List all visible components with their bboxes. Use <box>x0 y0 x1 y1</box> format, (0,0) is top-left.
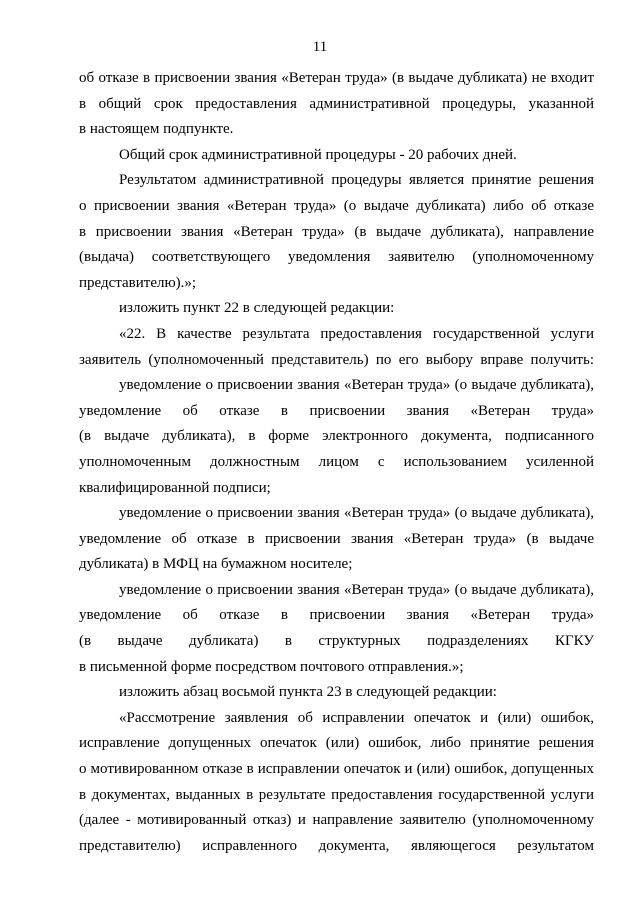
text-line: представителю).»; <box>79 274 197 291</box>
text-line: (в выдаче дубликата) в структурных подразделениях КГКУ <box>79 633 594 650</box>
text-line: «Рассмотрение заявления об исправлении опечаток и (или) ошибок, <box>119 709 594 726</box>
text-line: изложить абзац восьмой пункта 23 в следующей редакции: <box>119 684 497 701</box>
text-line: уведомление о присвоении звания «Ветеран труда» (о выдаче дубликата), <box>119 505 594 522</box>
text-line: (далее - мотивированный отказ) и направление заявителю (уполномоченному <box>79 812 594 829</box>
text-line: о мотивированном отказе в исправлении опечаток и (или) ошибок, допущенных <box>79 761 594 778</box>
text-line: изложить пункт 22 в следующей редакции: <box>119 300 395 317</box>
text-line: об отказе в присвоении звания «Ветеран труда» (в выдаче дубликата) не входит <box>79 70 594 86</box>
text-line: представителю) исправленного документа, являющегося результатом <box>79 837 594 854</box>
text-line: квалифицированной подписи; <box>79 479 271 496</box>
text-line: в письменной форме посредством почтового отправления.»; <box>79 658 464 675</box>
text-line: уведомление об отказе в присвоении звания «Ветеран труда» <box>79 607 594 624</box>
text-line: заявитель (уполномоченный представитель) по его выбору вправе получить: <box>79 351 594 368</box>
text-line: уведомление об отказе в присвоении звания «Ветеран труда» (в выдаче <box>79 530 594 547</box>
text-line: исправление допущенных опечаток (или) ошибок, либо принятие решения <box>79 735 594 752</box>
text-line: (выдача) соответствующего уведомления заявителю (уполномоченному <box>79 249 594 266</box>
text-line: в документах, выданных в результате предоставления государственной услуги <box>79 786 594 803</box>
text-line: Результатом административной процедуры является принятие решения <box>119 172 594 189</box>
text-line: (в выдаче дубликата), в форме электронного документа, подписанного <box>79 428 594 445</box>
text-line: в присвоении звания «Ветеран труда» (в выдаче дубликата), направление <box>79 223 594 240</box>
text-line: уведомление об отказе в присвоении звания «Ветеран труда» <box>79 402 594 419</box>
text-line: уполномоченным должностным лицом с использованием усиленной <box>79 453 594 470</box>
text-line: дубликата) в МФЦ на бумажном носителе; <box>79 556 353 573</box>
text-line: уведомление о присвоении звания «Ветеран труда» (о выдаче дубликата), <box>119 581 594 598</box>
text-line: «22. В качестве результата предоставления государственной услуги <box>119 325 594 342</box>
document-body <box>79 66 594 859</box>
text-line: в общий срок предоставления административной процедуры, указанной <box>79 95 594 112</box>
text-line: уведомление о присвоении звания «Ветеран труда» (о выдаче дубликата), <box>119 377 594 394</box>
text-line: Общий срок административной процедуры - 20 рабочих дней. <box>119 146 517 163</box>
text-line: в настоящем подпункте. <box>79 121 234 138</box>
page-number: 11 <box>312 39 328 55</box>
text-line: о присвоении звания «Ветеран труда» (о выдаче дубликата) либо об отказе <box>79 197 594 214</box>
